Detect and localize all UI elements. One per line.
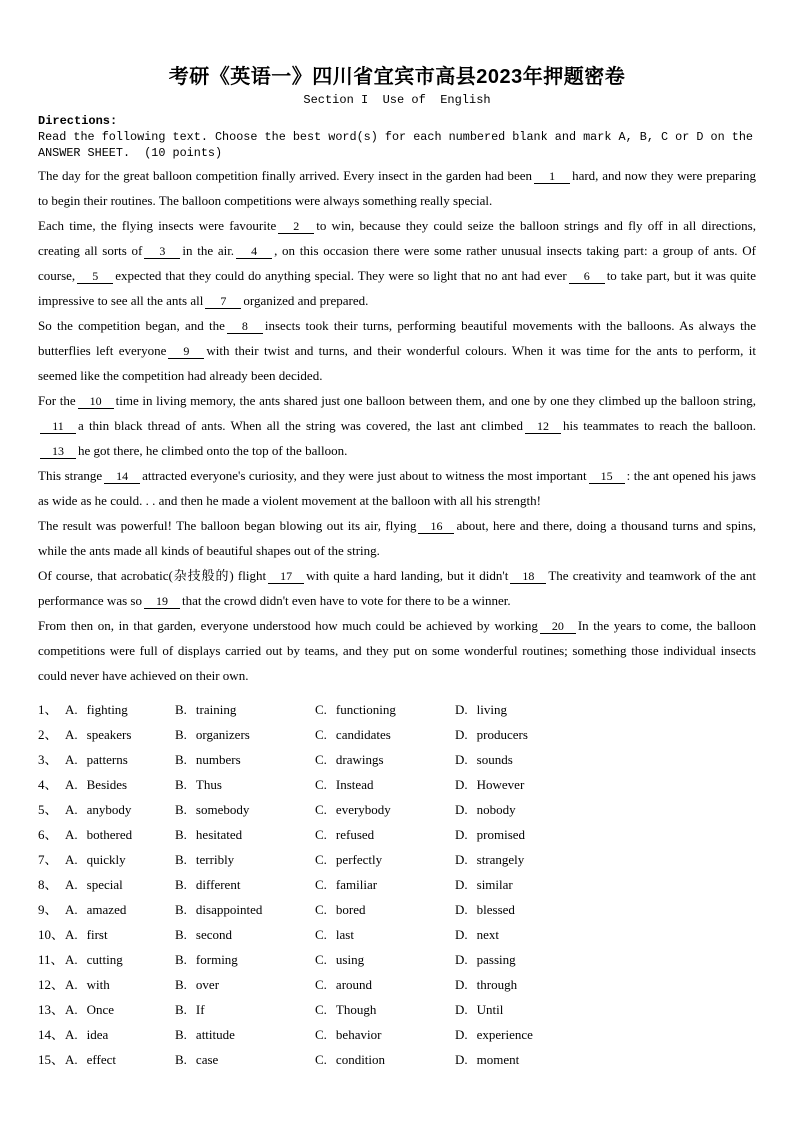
question-row	[38, 772, 756, 797]
option-A	[65, 1047, 175, 1072]
option-text: with	[86, 977, 110, 992]
option-C	[315, 1022, 455, 1047]
option-text: next	[476, 927, 500, 942]
option-letter: C.	[315, 802, 327, 817]
option-text: blessed	[476, 902, 515, 917]
option-A	[65, 797, 175, 822]
option-letter: D.	[455, 952, 468, 967]
question-number: 10、	[38, 927, 65, 942]
question-number: 9、	[38, 902, 58, 917]
option-text: Once	[86, 1002, 115, 1017]
option-text: However	[476, 777, 525, 792]
option-text: If	[195, 1002, 205, 1017]
option-B	[175, 922, 315, 947]
option-letter: B.	[175, 852, 187, 867]
option-text: training	[195, 702, 237, 717]
option-letter: C.	[315, 1027, 327, 1042]
question-row	[38, 947, 756, 972]
option-A	[65, 772, 175, 797]
option-letter: D.	[455, 702, 468, 717]
option-C	[315, 947, 455, 972]
option-A	[65, 822, 175, 847]
question-row	[38, 1022, 756, 1047]
option-text: strangely	[476, 852, 525, 867]
option-letter: C.	[315, 952, 327, 967]
option-text: quickly	[86, 852, 126, 867]
blank-11: 11	[40, 419, 76, 434]
section-heading: Section I Use of English	[303, 93, 491, 107]
option-B	[175, 797, 315, 822]
option-letter: B.	[175, 727, 187, 742]
passage-paragraph: For the 10 time in living memory, the ants shared just one balloon between them, and one by one they climbed up the balloon string,11 a thin black thread of ants. When all the string was covered, the last ant climbed 12 his teammates to reach the balloon.13 he got there, he climbed onto the top of the balloon.	[38, 393, 756, 458]
question-row	[38, 1047, 756, 1072]
option-letter: C.	[315, 927, 327, 942]
question-number: 11、	[38, 952, 64, 967]
passage-paragraph: The day for the great balloon competition finally arrived. Every insect in the garden had been 1 hard, and now they were preparing to begin their routines. The balloon competitions were always something really special.	[38, 168, 756, 208]
question-number: 5、	[38, 802, 58, 817]
option-text: similar	[476, 877, 513, 892]
option-letter: A.	[65, 1002, 78, 1017]
passage-paragraph: The result was powerful! The balloon began blowing out its air, flying 16 about, here and there, doing a thousand turns and spins, while the ants made all kinds of beautiful shapes out of the string.	[38, 518, 757, 558]
option-text: Until	[476, 1002, 504, 1017]
blank-12: 12	[525, 419, 561, 434]
option-letter: C.	[315, 702, 327, 717]
question-number: 4、	[38, 777, 58, 792]
option-A	[65, 847, 175, 872]
blank-20: 20	[540, 619, 576, 634]
question-number: 7、	[38, 852, 58, 867]
blank-9: 9	[168, 344, 204, 359]
option-text: speakers	[86, 727, 132, 742]
option-text: Though	[335, 1002, 377, 1017]
passage-paragraph: This strange 14 attracted everyone's curiosity, and they were just about to witness the most important 15 : the ant opened his jaws as wide as he could. . . and then he made a violent movement at the balloon with all his strength!	[38, 468, 756, 508]
option-D	[455, 822, 756, 847]
option-text: cutting	[86, 952, 123, 967]
option-letter: A.	[65, 902, 78, 917]
option-D	[455, 972, 756, 997]
question-row	[38, 922, 756, 947]
option-D	[455, 772, 756, 797]
blank-7: 7	[205, 294, 241, 309]
option-B	[175, 997, 315, 1022]
option-letter: D.	[455, 877, 468, 892]
option-A	[65, 922, 175, 947]
option-A	[65, 972, 175, 997]
question-number: 1、	[38, 702, 58, 717]
option-text: through	[476, 977, 518, 992]
blank-8: 8	[227, 319, 263, 334]
option-letter: B.	[175, 827, 187, 842]
option-B	[175, 972, 315, 997]
option-letter: C.	[315, 852, 327, 867]
option-letter: B.	[175, 952, 187, 967]
option-text: effect	[86, 1052, 116, 1067]
option-letter: D.	[455, 752, 468, 767]
option-text: perfectly	[335, 852, 383, 867]
option-letter: A.	[65, 952, 78, 967]
option-D	[455, 872, 756, 897]
question-row	[38, 847, 756, 872]
option-text: disappointed	[195, 902, 263, 917]
option-text: idea	[86, 1027, 109, 1042]
question-number: 8、	[38, 877, 58, 892]
option-text: promised	[476, 827, 526, 842]
option-A	[65, 1022, 175, 1047]
question-row	[38, 897, 756, 922]
directions-label: Directions:	[38, 114, 118, 128]
option-D	[455, 847, 756, 872]
blank-14: 14	[104, 469, 140, 484]
option-B	[175, 747, 315, 772]
option-text: case	[195, 1052, 219, 1067]
option-letter: B.	[175, 752, 187, 767]
document-title: 考研《英语一》四川省宜宾市高县2023年押题密卷	[168, 66, 626, 88]
question-row	[38, 747, 756, 772]
option-D	[455, 722, 756, 747]
option-letter: C.	[315, 752, 327, 767]
option-letter: A.	[65, 827, 78, 842]
option-text: sounds	[476, 752, 513, 767]
option-letter: A.	[65, 752, 78, 767]
option-text: living	[476, 702, 507, 717]
question-row	[38, 872, 756, 897]
blank-18: 18	[510, 569, 546, 584]
option-letter: D.	[455, 852, 468, 867]
option-text: around	[335, 977, 373, 992]
option-D	[455, 1047, 756, 1072]
options-list	[38, 697, 756, 1072]
option-text: last	[335, 927, 354, 942]
option-text: amazed	[86, 902, 127, 917]
option-B	[175, 822, 315, 847]
question-row	[38, 797, 756, 822]
option-letter: D.	[455, 777, 468, 792]
option-letter: B.	[175, 702, 187, 717]
option-letter: C.	[315, 877, 327, 892]
option-B	[175, 947, 315, 972]
option-text: over	[195, 977, 220, 992]
option-text: fighting	[86, 702, 128, 717]
option-text: condition	[335, 1052, 386, 1067]
option-B	[175, 697, 315, 722]
blank-3: 3	[144, 244, 180, 259]
blank-17: 17	[268, 569, 304, 584]
blank-6: 6	[569, 269, 605, 284]
option-text: attitude	[195, 1027, 235, 1042]
option-text: familiar	[335, 877, 378, 892]
option-letter: A.	[65, 852, 78, 867]
option-letter: D.	[455, 827, 468, 842]
blank-4: 4	[236, 244, 272, 259]
option-letter: D.	[455, 927, 468, 942]
option-text: organizers	[195, 727, 250, 742]
blank-10: 10	[78, 394, 114, 409]
blank-1: 1	[534, 169, 570, 184]
option-C	[315, 747, 455, 772]
option-letter: B.	[175, 1027, 187, 1042]
option-B	[175, 1022, 315, 1047]
option-letter: C.	[315, 977, 327, 992]
option-C	[315, 1047, 455, 1072]
blank-15: 15	[589, 469, 625, 484]
option-text: Thus	[195, 777, 222, 792]
option-letter: A.	[65, 1052, 78, 1067]
question-row	[38, 697, 756, 722]
option-letter: B.	[175, 777, 187, 792]
passage-paragraph: Each time, the flying insects were favourite 2 to win, because they could seize the balloon strings and fly off in all directions, creating all sorts of 3 in the air. 4 , on this occasion there were some rather unusual insects taking part: a group of ants. Of course, 5 expected that they could do anything special. They were so light that no ant had ever 6 to take part, but it was quite impressive to see all the ants all 7 organized and prepared.	[38, 218, 756, 308]
option-letter: C.	[315, 827, 327, 842]
option-text: anybody	[86, 802, 132, 817]
blank-16: 16	[418, 519, 454, 534]
option-B	[175, 872, 315, 897]
option-letter: A.	[65, 777, 78, 792]
option-letter: B.	[175, 927, 187, 942]
option-text: experience	[476, 1027, 533, 1042]
option-text: patterns	[86, 752, 128, 767]
option-C	[315, 772, 455, 797]
option-C	[315, 722, 455, 747]
option-letter: B.	[175, 802, 187, 817]
option-D	[455, 1022, 756, 1047]
option-letter: B.	[175, 1002, 187, 1017]
option-letter: A.	[65, 927, 78, 942]
option-letter: D.	[455, 802, 468, 817]
option-C	[315, 822, 455, 847]
option-letter: C.	[315, 1052, 327, 1067]
passage	[38, 163, 756, 688]
option-D	[455, 747, 756, 772]
question-row	[38, 972, 756, 997]
option-C	[315, 922, 455, 947]
passage-paragraph: So the competition began, and the 8 insects took their turns, performing beautiful movements with the balloons. As always the butterflies left everyone 9 with their twist and turns, and their wonderful colours. When it was time for the ants to perform, it seemed like the competition had already been decided.	[38, 318, 756, 383]
option-A	[65, 897, 175, 922]
option-C	[315, 847, 455, 872]
option-text: moment	[476, 1052, 520, 1067]
option-text: bored	[335, 902, 366, 917]
option-letter: C.	[315, 777, 327, 792]
option-text: using	[335, 952, 365, 967]
option-text: functioning	[335, 702, 396, 717]
option-letter: A.	[65, 1027, 78, 1042]
question-row	[38, 722, 756, 747]
question-number: 14、	[38, 1027, 65, 1042]
option-letter: D.	[455, 977, 468, 992]
option-letter: A.	[65, 702, 78, 717]
option-C	[315, 897, 455, 922]
option-letter: D.	[455, 727, 468, 742]
option-letter: D.	[455, 1027, 468, 1042]
option-letter: D.	[455, 1002, 468, 1017]
option-D	[455, 697, 756, 722]
question-row	[38, 822, 756, 847]
option-letter: B.	[175, 1052, 187, 1067]
option-letter: B.	[175, 902, 187, 917]
option-text: second	[195, 927, 233, 942]
question-number: 13、	[38, 1002, 65, 1017]
option-letter: D.	[455, 1052, 468, 1067]
option-B	[175, 847, 315, 872]
option-letter: A.	[65, 977, 78, 992]
option-B	[175, 1047, 315, 1072]
option-B	[175, 897, 315, 922]
option-text: different	[195, 877, 241, 892]
option-C	[315, 797, 455, 822]
option-letter: A.	[65, 877, 78, 892]
blank-13: 13	[40, 444, 76, 459]
option-A	[65, 697, 175, 722]
option-text: terribly	[195, 852, 235, 867]
option-text: hesitated	[195, 827, 243, 842]
option-B	[175, 722, 315, 747]
blank-19: 19	[144, 594, 180, 609]
option-text: Besides	[86, 777, 128, 792]
option-text: special	[86, 877, 123, 892]
passage-paragraph: From then on, in that garden, everyone understood how much could be achieved by working 20 In the years to come, the balloon competitions were full of displays carried out by teams, and they put on some wonderful routines; something those individual insects could never have achieved on their own.	[38, 618, 756, 683]
option-A	[65, 872, 175, 897]
option-A	[65, 997, 175, 1022]
option-text: refused	[335, 827, 375, 842]
option-C	[315, 972, 455, 997]
option-letter: C.	[315, 902, 327, 917]
option-text: numbers	[195, 752, 241, 767]
option-letter: B.	[175, 877, 187, 892]
option-text: producers	[476, 727, 528, 742]
option-text: nobody	[476, 802, 516, 817]
option-B	[175, 772, 315, 797]
question-number: 2、	[38, 727, 58, 742]
option-A	[65, 947, 175, 972]
option-letter: A.	[65, 802, 78, 817]
question-number: 3、	[38, 752, 58, 767]
question-number: 15、	[38, 1052, 65, 1067]
blank-5: 5	[77, 269, 113, 284]
option-text: somebody	[195, 802, 250, 817]
option-text: bothered	[86, 827, 133, 842]
option-C	[315, 997, 455, 1022]
option-C	[315, 872, 455, 897]
question-number: 6、	[38, 827, 58, 842]
question-number: 12、	[38, 977, 65, 992]
option-C	[315, 697, 455, 722]
option-text: first	[86, 927, 108, 942]
option-text: everybody	[335, 802, 391, 817]
option-D	[455, 922, 756, 947]
option-text: behavior	[335, 1027, 382, 1042]
option-D	[455, 797, 756, 822]
option-D	[455, 997, 756, 1022]
blank-2: 2	[278, 219, 314, 234]
option-text: Instead	[335, 777, 374, 792]
option-A	[65, 722, 175, 747]
passage-paragraph: Of course, that acrobatic(杂技般的) flight 17 with quite a hard landing, but it didn't 18 The creativity and teamwork of the ant performance was so 19 that the crowd didn't even have to vote for there to be a winner.	[38, 568, 756, 608]
option-A	[65, 747, 175, 772]
option-text: passing	[476, 952, 516, 967]
option-letter: C.	[315, 727, 327, 742]
option-letter: D.	[455, 902, 468, 917]
option-D	[455, 897, 756, 922]
option-text: forming	[195, 952, 238, 967]
option-letter: C.	[315, 1002, 327, 1017]
directions-text: Read the following text. Choose the best word(s) for each numbered blank and mark A, B, C or D on the ANSWER SHEET. (10 points)	[38, 130, 761, 160]
option-text: drawings	[335, 752, 384, 767]
option-letter: B.	[175, 977, 187, 992]
question-row	[38, 997, 756, 1022]
option-letter: A.	[65, 727, 78, 742]
option-text: candidates	[335, 727, 391, 742]
option-D	[455, 947, 756, 972]
